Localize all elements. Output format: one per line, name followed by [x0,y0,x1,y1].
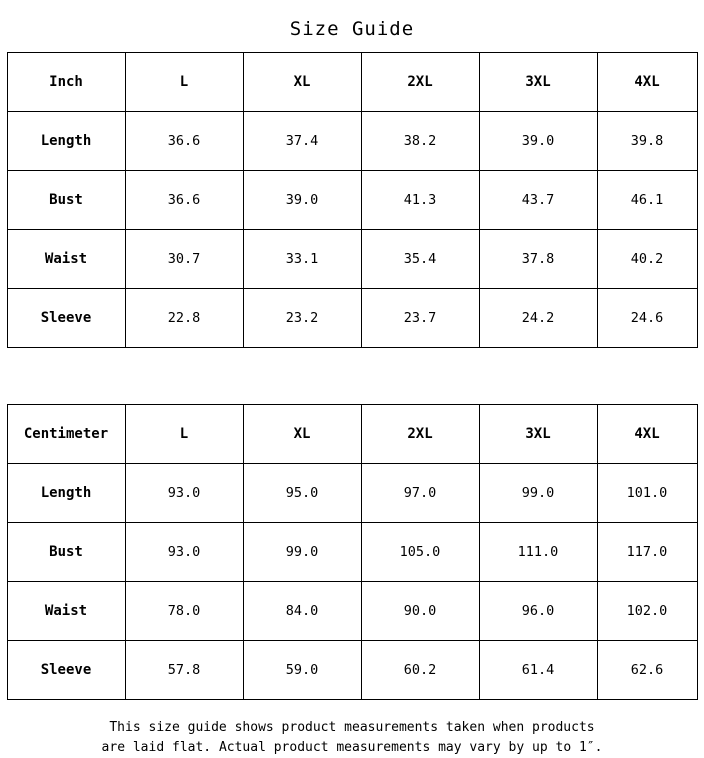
table-row [7,230,697,289]
column-header-3xl: 3XL [479,53,597,112]
table-spacer [0,348,704,404]
centimeter-size-table [7,404,698,700]
cell-bust-3xl: 111.0 [479,523,597,582]
cell-bust-xl: 99.0 [243,523,361,582]
cell-waist-4xl: 40.2 [597,230,697,289]
row-label-bust: Bust [7,523,125,582]
table-row [7,112,697,171]
cell-bust-3xl: 43.7 [479,171,597,230]
column-header-unit: Inch [7,53,125,112]
column-header-3xl: 3XL [479,405,597,464]
cell-waist-l: 78.0 [125,582,243,641]
footnote [7,700,697,758]
cell-bust-2xl: 41.3 [361,171,479,230]
cell-length-2xl: 38.2 [361,112,479,171]
cell-waist-3xl: 37.8 [479,230,597,289]
table-row [7,582,697,641]
cell-waist-2xl: 35.4 [361,230,479,289]
cell-length-xl: 95.0 [243,464,361,523]
cell-bust-4xl: 117.0 [597,523,697,582]
cell-length-2xl: 97.0 [361,464,479,523]
row-label-bust: Bust [7,171,125,230]
cell-sleeve-l: 57.8 [125,641,243,700]
cell-waist-xl: 33.1 [243,230,361,289]
column-header-4xl: 4XL [597,53,697,112]
row-label-waist: Waist [7,230,125,289]
column-header-4xl: 4XL [597,405,697,464]
cell-sleeve-3xl: 61.4 [479,641,597,700]
cell-sleeve-xl: 59.0 [243,641,361,700]
cell-length-xl: 37.4 [243,112,361,171]
cell-waist-2xl: 90.0 [361,582,479,641]
table-row [7,289,697,348]
cell-bust-l: 93.0 [125,523,243,582]
row-label-length: Length [7,464,125,523]
column-header-unit: Centimeter [7,405,125,464]
row-label-sleeve: Sleeve [7,641,125,700]
table-row [7,641,697,700]
cell-waist-3xl: 96.0 [479,582,597,641]
row-label-waist: Waist [7,582,125,641]
cell-length-l: 36.6 [125,112,243,171]
column-header-xl: XL [243,53,361,112]
column-header-2xl: 2XL [361,53,479,112]
cell-waist-4xl: 102.0 [597,582,697,641]
cell-sleeve-2xl: 60.2 [361,641,479,700]
cell-sleeve-3xl: 24.2 [479,289,597,348]
cell-sleeve-2xl: 23.7 [361,289,479,348]
cell-bust-4xl: 46.1 [597,171,697,230]
column-header-xl: XL [243,405,361,464]
footnote-line-1: This size guide shows product measurements taken when products [109,720,595,735]
cell-length-3xl: 39.0 [479,112,597,171]
cell-waist-l: 30.7 [125,230,243,289]
table-row [7,171,697,230]
footnote-line-2: are laid flat. Actual product measurements may vary by up to 1″. [101,740,603,755]
table-row [7,523,697,582]
column-header-l: L [125,405,243,464]
table-header-row [7,53,697,112]
table-row [7,464,697,523]
cell-sleeve-xl: 23.2 [243,289,361,348]
cell-sleeve-4xl: 24.6 [597,289,697,348]
cell-waist-xl: 84.0 [243,582,361,641]
cell-bust-xl: 39.0 [243,171,361,230]
table-header-row [7,405,697,464]
cell-bust-2xl: 105.0 [361,523,479,582]
cell-sleeve-l: 22.8 [125,289,243,348]
column-header-l: L [125,53,243,112]
inch-size-table [7,52,698,348]
page-title: Size Guide [289,18,415,40]
cell-bust-l: 36.6 [125,171,243,230]
cell-length-4xl: 101.0 [597,464,697,523]
cell-length-4xl: 39.8 [597,112,697,171]
row-label-sleeve: Sleeve [7,289,125,348]
row-label-length: Length [7,112,125,171]
column-header-2xl: 2XL [361,405,479,464]
cell-sleeve-4xl: 62.6 [597,641,697,700]
cell-length-l: 93.0 [125,464,243,523]
cell-length-3xl: 99.0 [479,464,597,523]
